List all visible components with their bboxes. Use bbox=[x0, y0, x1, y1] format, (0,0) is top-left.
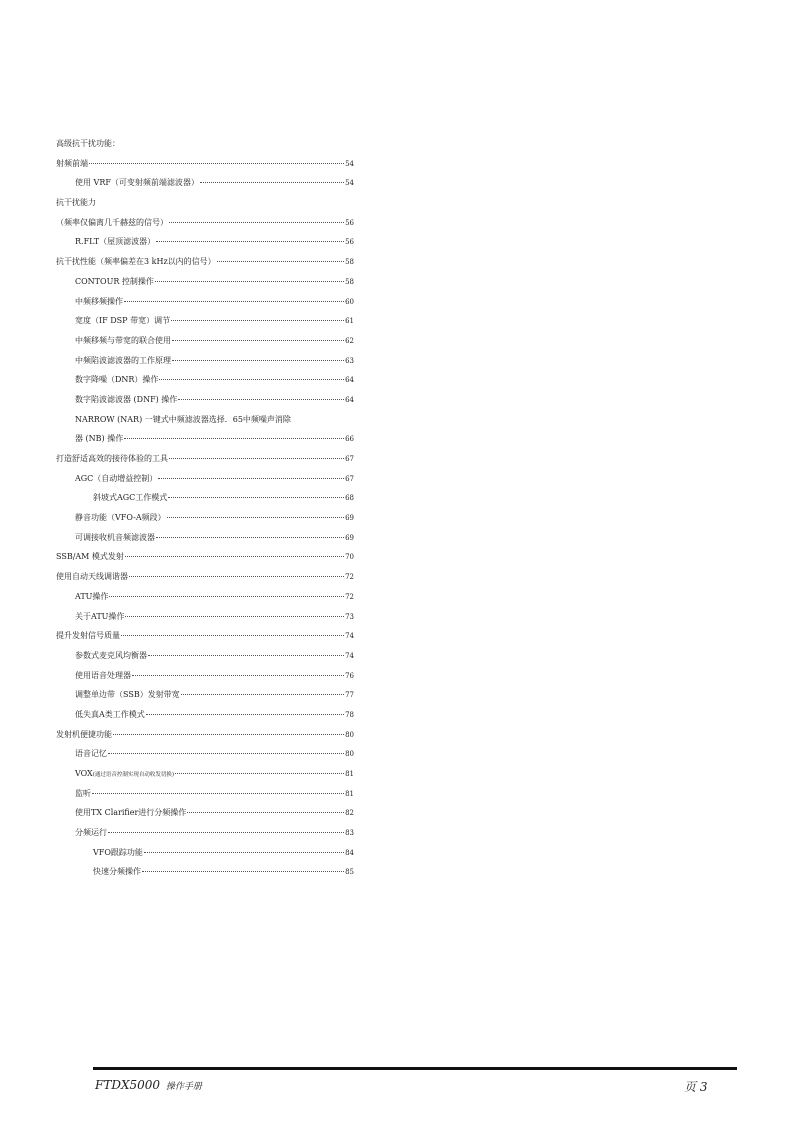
dot-leader bbox=[109, 596, 344, 597]
toc-entry-label: 器 (NB) 操作 bbox=[75, 434, 124, 444]
toc-entry-page: 58 bbox=[345, 277, 354, 286]
toc-entry-page: 82 bbox=[345, 809, 354, 818]
toc-entry-page: 85 bbox=[345, 868, 354, 877]
dot-leader bbox=[129, 576, 344, 577]
dot-leader bbox=[144, 852, 344, 853]
dot-leader bbox=[178, 399, 344, 400]
dot-leader bbox=[169, 222, 344, 223]
toc-entry-ssb-am-tx[interactable] bbox=[56, 547, 354, 567]
toc-entry-label: 宽度（IF DSP 带宽）调节 bbox=[75, 316, 171, 326]
toc-entry-page: 64 bbox=[345, 376, 354, 385]
dot-leader bbox=[167, 517, 344, 518]
toc-entry-label: 射频前端 bbox=[56, 158, 88, 168]
footer-manual-label: 操作手册 bbox=[165, 1082, 202, 1092]
toc-entry-page: 77 bbox=[345, 691, 354, 700]
toc-entry-label: R.FLT（屋顶滤波器） bbox=[75, 237, 156, 247]
toc-entry-page: 69 bbox=[345, 533, 354, 542]
toc-section-title: 高级抗干扰功能： bbox=[56, 139, 120, 148]
toc-entry-page: 80 bbox=[345, 750, 354, 759]
toc-entry-page: 60 bbox=[345, 297, 354, 306]
dot-leader bbox=[125, 616, 344, 617]
toc-entry-param-eq[interactable] bbox=[56, 646, 354, 666]
toc-entry-dnr[interactable] bbox=[56, 370, 354, 390]
toc-entry-quick-split[interactable] bbox=[56, 862, 354, 882]
toc-entry-label: 中频移频操作 bbox=[75, 296, 123, 306]
toc-entry-tx-convenience[interactable] bbox=[56, 725, 354, 745]
toc-entry-label: 静音功能（VFO-A频段） bbox=[75, 513, 166, 523]
dot-leader bbox=[89, 163, 344, 164]
dot-leader bbox=[171, 320, 344, 321]
dot-leader bbox=[172, 340, 344, 341]
toc-entry-speech-proc[interactable] bbox=[56, 666, 354, 686]
toc-entry-page: 69 bbox=[345, 514, 354, 523]
toc-entry-label: 使用自动天线调谐器 bbox=[56, 572, 128, 582]
toc-entry-page: 74 bbox=[345, 651, 354, 660]
toc-entry-page: 56 bbox=[345, 238, 354, 247]
toc-entry-label: 使用TX Clarifier进行分频操作 bbox=[75, 808, 187, 818]
toc-entry-rf-front-end[interactable] bbox=[56, 154, 354, 174]
toc-entry-page: 61 bbox=[345, 317, 354, 326]
toc-entry-label: 打造舒适高效的接待体验的工具 bbox=[56, 454, 168, 463]
toc-entry-page: 81 bbox=[345, 770, 354, 778]
toc-entry-tx-quality[interactable] bbox=[56, 626, 354, 646]
toc-entry-label: 可调接收机音频滤波器 bbox=[75, 532, 155, 542]
toc-entry-page: 67 bbox=[345, 474, 354, 483]
toc-entry-page: 70 bbox=[345, 553, 354, 562]
toc-entry-label: 使用语音处理器 bbox=[75, 670, 131, 680]
toc-entry-tx-clarifier[interactable] bbox=[56, 803, 354, 823]
toc-entry-page: 81 bbox=[345, 789, 354, 798]
toc-heading-interference-capability: 抗干扰能力 bbox=[56, 198, 96, 208]
dot-leader bbox=[168, 497, 344, 498]
toc-entry-note: (通过语音控制实现自动收发切换) bbox=[92, 772, 175, 778]
toc-entry-label: VFO跟踪功能 bbox=[93, 847, 143, 857]
dot-leader bbox=[175, 773, 344, 774]
dot-leader bbox=[181, 694, 344, 695]
toc-entry-label: ATU操作 bbox=[75, 591, 109, 601]
table-of-contents bbox=[56, 134, 354, 882]
toc-entry-label: 调整单边带（SSB）发射带宽 bbox=[75, 690, 180, 700]
toc-entry-page: 78 bbox=[345, 710, 354, 719]
toc-entry-page: 67 bbox=[345, 455, 354, 463]
toc-entry-page: 66 bbox=[345, 435, 354, 444]
toc-entry-vfo-tracking[interactable] bbox=[56, 843, 354, 863]
dot-leader bbox=[124, 301, 344, 302]
toc-entry-page: 68 bbox=[345, 494, 354, 503]
toc-entry-page: 74 bbox=[345, 632, 354, 641]
toc-entry-rflt[interactable] bbox=[56, 232, 354, 252]
toc-entry-if-shift[interactable] bbox=[56, 292, 354, 312]
toc-entry-label: VOX bbox=[75, 769, 93, 778]
toc-entry-label: 发射机便捷功能 bbox=[56, 729, 112, 739]
toc-entry-label: 分频运行 bbox=[75, 828, 107, 838]
toc-entry-label: 低失真A类工作模式 bbox=[75, 709, 145, 719]
toc-entry-width[interactable] bbox=[56, 311, 354, 331]
dot-leader bbox=[108, 832, 344, 833]
toc-entry-page: 84 bbox=[345, 848, 354, 857]
toc-entry-auto-tuner[interactable] bbox=[56, 567, 354, 587]
toc-entry-offset-signals[interactable] bbox=[56, 213, 354, 233]
toc-entry-voice-memory[interactable] bbox=[56, 744, 354, 764]
toc-entry-label: 使用 VRF（可变射频前端滤波器） bbox=[75, 178, 199, 188]
toc-entry-about-atu[interactable] bbox=[56, 607, 354, 627]
toc-entry-page: 56 bbox=[345, 218, 354, 227]
dot-leader bbox=[148, 655, 344, 656]
toc-entry-page: 72 bbox=[345, 573, 354, 582]
dot-leader bbox=[146, 714, 344, 715]
footer-page-number: 页 3 bbox=[684, 1080, 708, 1094]
dot-leader bbox=[132, 675, 344, 676]
toc-entry-narrow-line1[interactable]: NARROW (NAR) 一键式中频滤波器选择．65中频噪声消除 bbox=[75, 414, 291, 424]
toc-entry-page: 73 bbox=[345, 612, 354, 621]
dot-leader bbox=[113, 734, 344, 735]
dot-leader bbox=[169, 458, 344, 459]
dot-leader bbox=[121, 635, 344, 636]
toc-entry-comfort-tools[interactable] bbox=[56, 449, 354, 469]
dot-leader bbox=[92, 793, 344, 794]
toc-entry-label: 抗干扰性能（频率偏差在3 kHz以内的信号） bbox=[56, 257, 216, 267]
toc-entry-page: 64 bbox=[345, 395, 354, 404]
toc-entry-vrf[interactable] bbox=[56, 173, 354, 193]
dot-leader bbox=[187, 812, 344, 813]
toc-entry-page: 83 bbox=[345, 829, 354, 838]
toc-entry-label: 快速分频操作 bbox=[93, 867, 141, 877]
dot-leader bbox=[156, 537, 344, 538]
toc-entry-if-notch[interactable] bbox=[56, 351, 354, 371]
dot-leader bbox=[217, 261, 344, 262]
dot-leader bbox=[156, 241, 344, 242]
toc-entry-close-signals[interactable] bbox=[56, 252, 354, 272]
footer-model: FTDX5000 bbox=[95, 1078, 161, 1092]
toc-entry-shift-width-combo[interactable] bbox=[56, 331, 354, 351]
footer-title bbox=[95, 1078, 202, 1092]
dot-leader bbox=[142, 871, 344, 872]
toc-entry-label: （频率仅偏离几千赫兹的信号） bbox=[56, 217, 168, 227]
toc-entry-atu-op[interactable] bbox=[56, 587, 354, 607]
dot-leader bbox=[125, 556, 344, 557]
toc-entry-page: 62 bbox=[345, 336, 354, 345]
toc-entry-label: CONTOUR 控制操作 bbox=[75, 276, 154, 286]
dot-leader bbox=[158, 478, 344, 479]
toc-entry-audio-filter[interactable] bbox=[56, 528, 354, 548]
toc-entry-agc[interactable] bbox=[56, 469, 354, 489]
toc-entry-page: 54 bbox=[345, 179, 354, 188]
toc-entry-label: 中频移频与带宽的联合使用 bbox=[75, 335, 171, 345]
dot-leader bbox=[159, 379, 344, 380]
toc-entry-label: AGC（自动增益控制） bbox=[75, 473, 158, 483]
toc-entry-dnf[interactable] bbox=[56, 390, 354, 410]
toc-entry-label: 参数式麦克风均衡器 bbox=[75, 650, 147, 660]
toc-entry-label: SSB/AM 模式发射 bbox=[56, 552, 124, 562]
toc-entry-slope-agc[interactable] bbox=[56, 488, 354, 508]
toc-entry-label: 语音记忆 bbox=[75, 749, 107, 759]
toc-entry-split[interactable] bbox=[56, 823, 354, 843]
toc-entry-contour[interactable] bbox=[56, 272, 354, 292]
footer-rule bbox=[93, 1067, 737, 1070]
dot-leader bbox=[108, 753, 344, 754]
toc-entry-narrow-line2[interactable] bbox=[56, 429, 354, 449]
toc-entry-vox[interactable] bbox=[56, 764, 354, 784]
dot-leader bbox=[172, 360, 344, 361]
toc-entry-monitor[interactable] bbox=[56, 784, 354, 804]
dot-leader bbox=[124, 438, 344, 439]
dot-leader bbox=[155, 281, 344, 282]
toc-entry-label: 提升发射信号质量 bbox=[56, 631, 120, 641]
toc-entry-squelch[interactable] bbox=[56, 508, 354, 528]
toc-entry-label: 中频陷波滤波器的工作原理 bbox=[75, 355, 171, 365]
toc-entry-label: 数字陷波滤波器 (DNF) 操作 bbox=[75, 394, 178, 404]
toc-entry-page: 63 bbox=[345, 356, 354, 365]
toc-entry-class-a[interactable] bbox=[56, 705, 354, 725]
toc-entry-page: 76 bbox=[345, 671, 354, 680]
toc-entry-label: 数字降噪（DNR）操作 bbox=[75, 375, 159, 385]
toc-entry-page: 80 bbox=[345, 730, 354, 739]
toc-entry-label: 斜坡式AGC工作模式 bbox=[93, 493, 168, 503]
toc-entry-page: 72 bbox=[345, 592, 354, 601]
toc-entry-page: 58 bbox=[345, 258, 354, 267]
dot-leader bbox=[200, 182, 344, 183]
toc-entry-label: 监听 bbox=[75, 788, 91, 798]
toc-entry-ssb-bandwidth[interactable] bbox=[56, 685, 354, 705]
toc-entry-page: 54 bbox=[345, 159, 354, 168]
toc-entry-label: 关于ATU操作 bbox=[75, 611, 125, 621]
